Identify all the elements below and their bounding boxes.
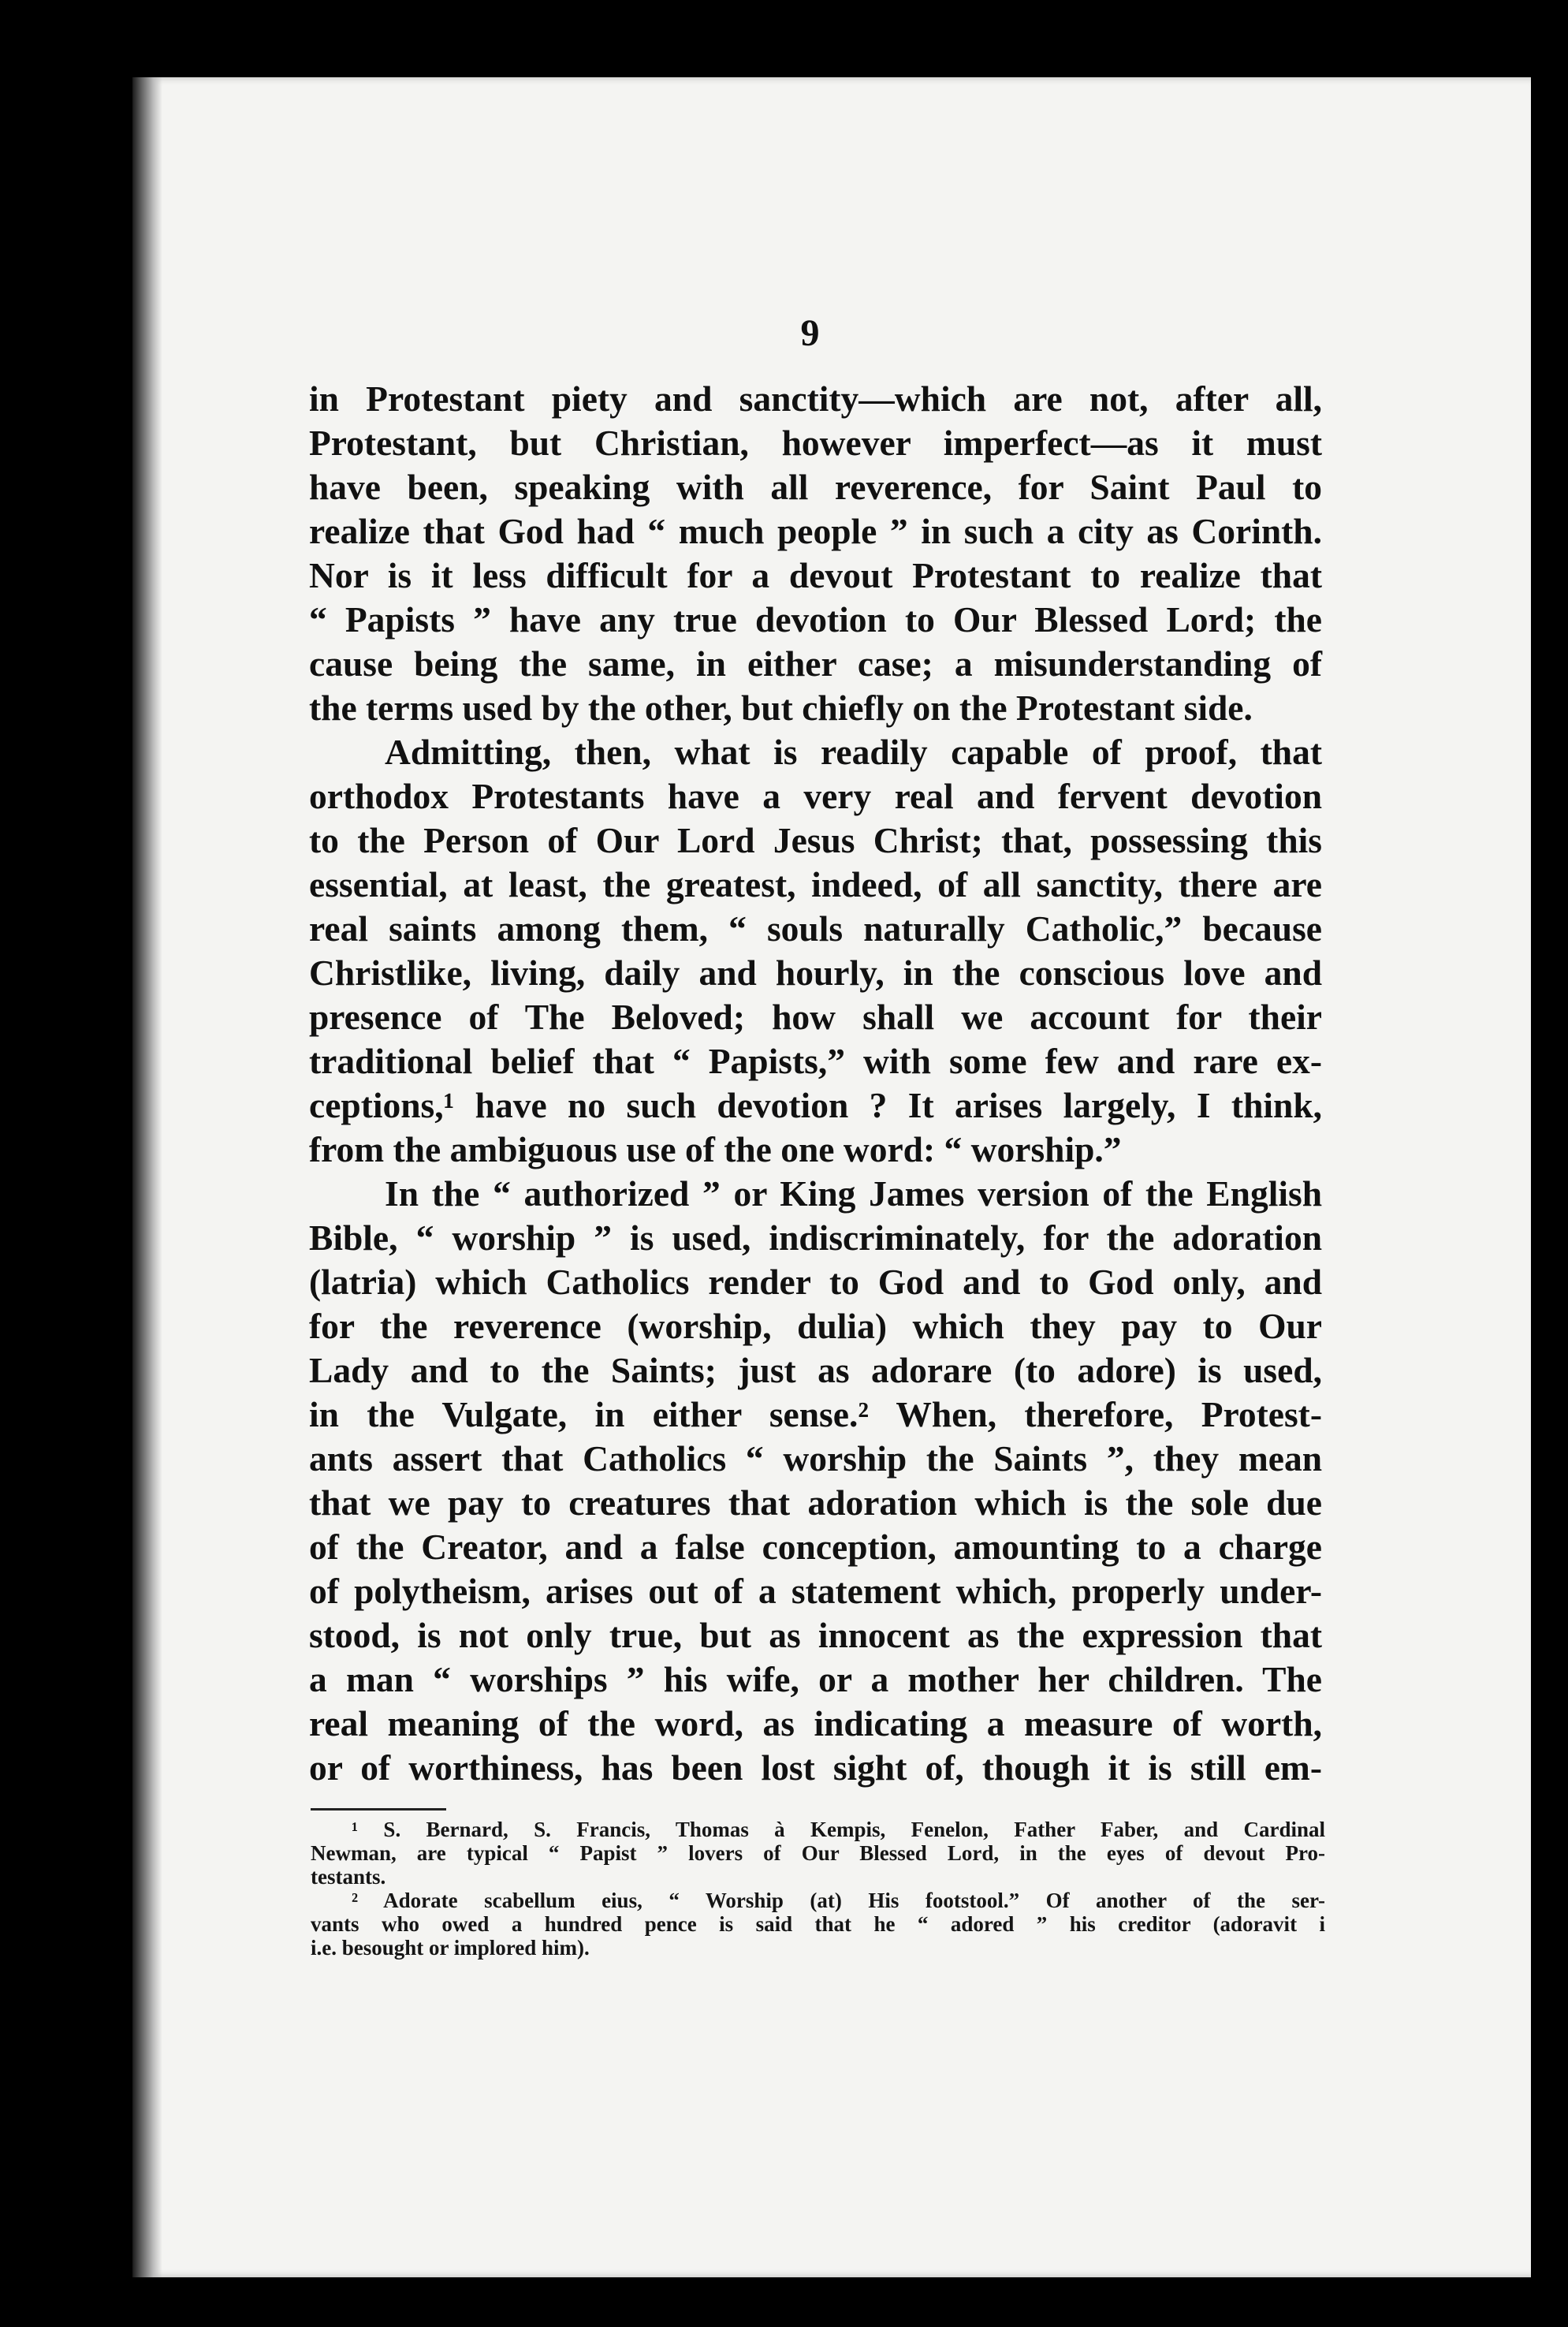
body-line: ceptions,¹ have no such devotion ? It arises largely, I think, (309, 1085, 1322, 1125)
body-line: have been, speaking with all reverence, for Saint Paul to (309, 467, 1322, 507)
body-line: (latria) which Catholics render to God and to God only, and (309, 1262, 1322, 1302)
body-line: or of worthiness, has been lost sight of, though it is still em- (309, 1747, 1322, 1788)
body-line: presence of The Beloved; how shall we account for their (309, 997, 1322, 1037)
body-line: essential, at least, the greatest, indeed, of all sanctity, there are (309, 864, 1322, 904)
footnote-rule (311, 1808, 446, 1811)
body-line: of the Creator, and a false conception, amounting to a charge (309, 1527, 1322, 1567)
body-text (309, 377, 1322, 1790)
body-line: from the ambiguous use of the one word: “ worship.” (309, 1129, 1122, 1169)
body-line: the terms used by the other, but chiefly on the Protestant side. (309, 688, 1253, 728)
footnote-line: testants. (311, 1865, 386, 1889)
body-line: Nor is it less difficult for a devout Protestant to realize that (309, 555, 1322, 595)
footnote-line: ² Adorate scabellum eius, “ Worship (at) His footstool.” Of another of the ser- (352, 1889, 1325, 1912)
body-line: Christlike, living, daily and hourly, in the conscious love and (309, 953, 1322, 993)
body-line: of polytheism, arises out of a statement which, properly under- (309, 1571, 1322, 1611)
body-line: In the “ authorized ” or King James version of the English (385, 1173, 1322, 1214)
body-line: real meaning of the word, as indicating a measure of worth, (309, 1703, 1322, 1743)
body-line: realize that God had “ much people ” in such a city as Corinth. (309, 511, 1322, 551)
body-line: that we pay to creatures that adoration which is the sole due (309, 1482, 1322, 1523)
footnote-line: Newman, are typical “ Papist ” lovers of Our Blessed Lord, in the eyes of devout Pro- (311, 1841, 1325, 1865)
body-line: cause being the same, in either case; a misunderstanding of (309, 643, 1322, 684)
body-line: Lady and to the Saints; just as adorare (to adore) is used, (309, 1350, 1322, 1390)
page-number: 9 (800, 312, 820, 354)
body-line: in the Vulgate, in either sense.² When, therefore, Protest- (309, 1394, 1322, 1434)
body-line: Admitting, then, what is readily capable of proof, that (385, 732, 1322, 772)
body-line: orthodox Protestants have a very real and fervent devotion (309, 776, 1322, 816)
body-line: Protestant, but Christian, however imperfect—as it must (309, 423, 1322, 463)
footnote-line: i.e. besought or implored him). (311, 1936, 590, 1960)
body-line: ants assert that Catholics “ worship the Saints ”, they mean (309, 1438, 1322, 1479)
body-line: to the Person of Our Lord Jesus Christ; that, possessing this (309, 820, 1322, 860)
body-line: real saints among them, “ souls naturally Catholic,” because (309, 908, 1322, 949)
footnotes (311, 1818, 1325, 1960)
body-line: “ Papists ” have any true devotion to Our Blessed Lord; the (309, 599, 1322, 640)
footnote-line: ¹ S. Bernard, S. Francis, Thomas à Kempis, Fenelon, Father Faber, and Cardinal (352, 1818, 1325, 1841)
body-line: for the reverence (worship, dulia) which they pay to Our (309, 1306, 1322, 1346)
body-line: in Protestant piety and sanctity—which are not, after all, (309, 379, 1322, 419)
body-line: Bible, “ worship ” is used, indiscriminately, for the adoration (309, 1218, 1322, 1258)
page-binding-shadow (132, 77, 162, 2277)
body-line: a man “ worships ” his wife, or a mother her children. The (309, 1659, 1322, 1699)
body-line: traditional belief that “ Papists,” with some few and rare ex- (309, 1041, 1322, 1081)
footnote-line: vants who owed a hundred pence is said that he “ adored ” his creditor (adoravit i (311, 1912, 1325, 1936)
body-line: stood, is not only true, but as innocent as the expression that (309, 1615, 1322, 1655)
